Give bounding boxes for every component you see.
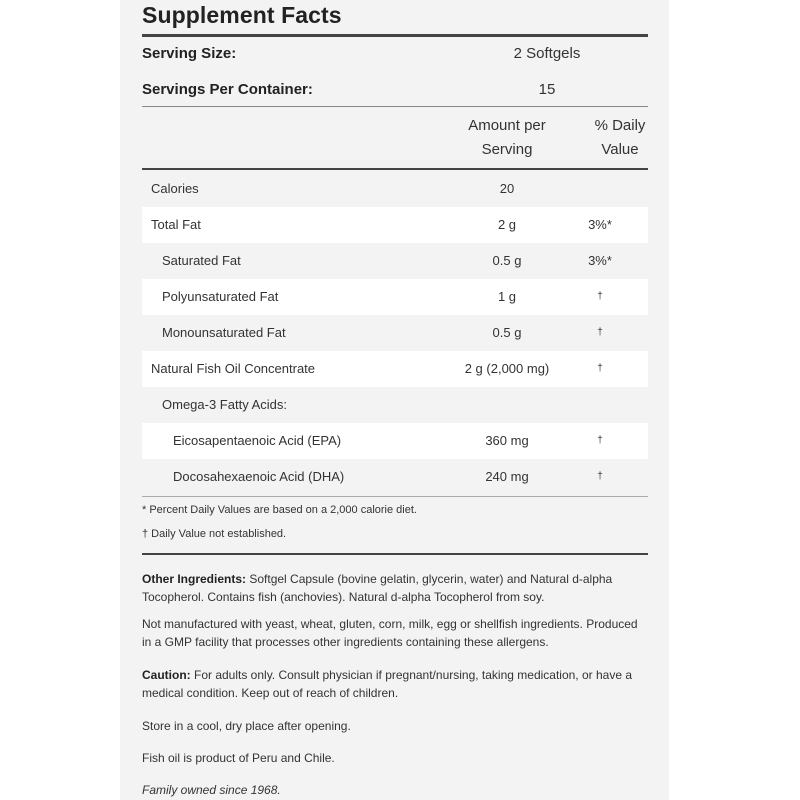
daily-value-header [582,114,658,162]
table-row [142,387,648,423]
table-row [142,423,648,459]
nutrient-name: Monounsaturated Fat [162,325,286,340]
nutrient-amount: 360 mg [485,433,529,448]
percent-daily-value-footnote: * Percent Daily Values are based on a 2,000 calorie diet. [142,504,417,516]
nutrient-amount: 20 [499,181,515,196]
nutrient-amount: 1 g [497,289,517,304]
origin-statement: Fish oil is product of Peru and Chile. [142,751,335,765]
table-row [142,315,648,351]
caution-text: For adults only. Consult physician if pregnant/nursing, taking medication, or have a medical condition. Keep out of reach of children. [142,668,633,700]
table-row [142,243,648,279]
nutrient-amount: 2 g (2,000 mg) [464,361,550,376]
amount-header-line1: Amount per [468,117,546,134]
footnote-rule [142,553,648,555]
nutrient-amount: 0.5 g [492,253,522,268]
nutrient-name: Natural Fish Oil Concentrate [151,361,316,376]
caution-statement [142,667,648,702]
serving-size-label: Serving Size: [142,45,237,62]
amount-per-serving-header [432,114,582,162]
nutrient-dv: † [597,327,603,338]
serving-divider [142,106,648,107]
nutrient-name: Calories [151,181,199,196]
title-rule [142,34,648,37]
nutrient-name: Polyunsaturated Fat [162,289,279,304]
caution-label: Caution: [142,668,191,682]
nutrient-amount: 240 mg [485,469,529,484]
nutrient-name: Docosahexaenoic Acid (DHA) [173,469,345,484]
servings-per-container-value: 15 [538,81,556,98]
table-row [142,171,648,207]
storage-statement: Store in a cool, dry place after opening. [142,719,351,733]
nutrient-dv: 3%* [588,253,612,268]
header-rule [142,168,648,170]
nutrient-dv: 3%* [588,217,612,232]
servings-per-container-label: Servings Per Container: [142,81,313,98]
table-row [142,459,648,495]
nutrient-name: Saturated Fat [162,253,241,268]
table-bottom-divider [142,496,648,497]
amount-header-line2: Serving [481,141,533,158]
nutrient-amount: 0.5 g [492,325,522,340]
table-row [142,351,648,387]
table-row [142,207,648,243]
dv-header-line1: % Daily [594,117,646,134]
nutrient-dv: † [597,471,603,482]
other-ingredients [142,571,648,606]
other-ingredients-label: Other Ingredients: [142,572,247,586]
supplement-facts-panel [120,0,669,800]
allergen-statement: Not manufactured with yeast, wheat, gluten, corn, milk, egg or shellfish ingredients. Produced in a GMP facility that processes other ingredients containing these allergens. [142,617,638,649]
family-owned-statement: Family owned since 1968. [142,783,281,797]
table-row [142,279,648,315]
daily-value-not-established-footnote: † Daily Value not established. [142,528,287,540]
nutrient-dv: † [597,363,603,374]
page-title: Supplement Facts [142,2,342,28]
nutrient-dv: † [597,291,603,302]
nutrient-amount: 2 g [497,217,517,232]
nutrient-name: Omega-3 Fatty Acids: [162,397,287,412]
serving-size-value: 2 Softgels [513,45,581,62]
other-ingredients-text: Softgel Capsule (bovine gelatin, glycerin, water) and Natural d-alpha Tocopherol. Contains fish (anchovies). Natural d-alpha Tocopherol from soy. [142,572,613,604]
nutrient-name: Eicosapentaenoic Acid (EPA) [173,433,342,448]
nutrient-name: Total Fat [151,217,201,232]
nutrient-dv: † [597,435,603,446]
dv-header-line2: Value [601,141,639,158]
